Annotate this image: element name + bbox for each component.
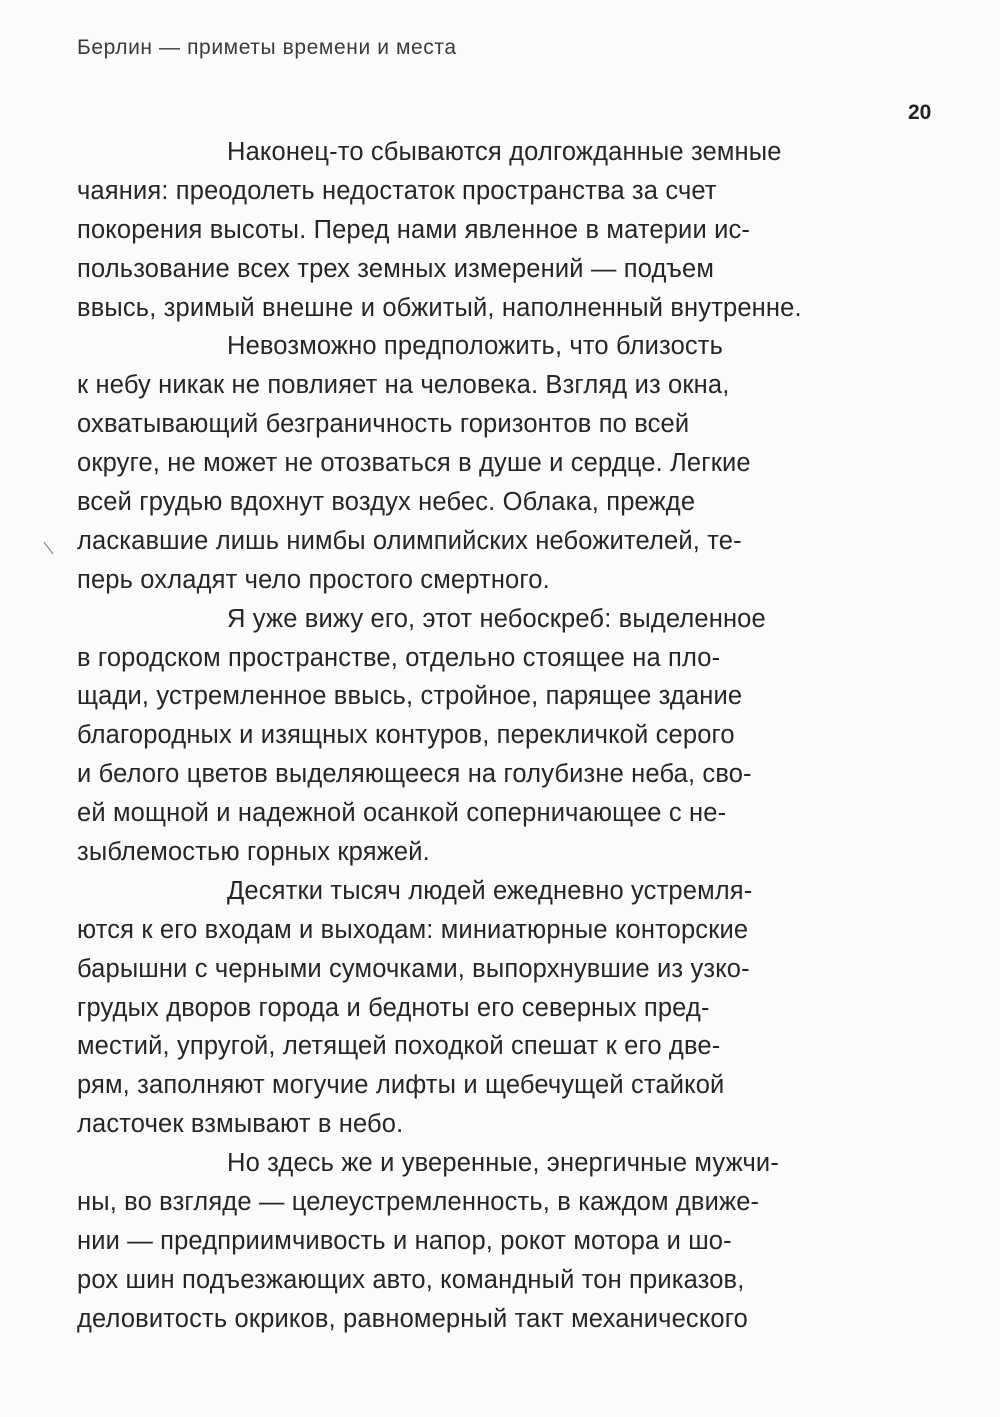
paragraph-first-line: Невозможно предположить, что близость: [227, 332, 724, 361]
text-line: ласточек взмывают в небо.: [77, 1110, 404, 1139]
text-line: ны, во взгляде — целеустремленность, в каждом движе-: [77, 1188, 760, 1217]
body-text: [77, 133, 957, 1339]
text-line: рям, заполняют могучие лифты и щебечущей стайкой: [77, 1071, 725, 1100]
text-line: барышни с черными сумочками, выпорхнувшие из узко-: [77, 954, 750, 983]
text-line: покорения высоты. Перед нами явленное в материи ис-: [77, 215, 751, 244]
running-title: Берлин — приметы времени и места: [77, 36, 457, 59]
text-line: пользование всех трех земных измерений — подъем: [77, 254, 715, 283]
text-line: охватывающий безграничность горизонтов по всей: [77, 410, 690, 439]
text-line: щади, устремленное ввысь, стройное, парящее здание: [77, 682, 743, 711]
text-line: деловитость окриков, равномерный такт механического: [77, 1304, 748, 1333]
text-line: округе, не может не отозваться в душе и сердце. Легкие: [77, 449, 751, 478]
text-line: благородных и изящных контуров, перекличкой серого: [77, 721, 735, 750]
paragraph-first-line: Но здесь же и уверенные, энергичные мужчи-: [227, 1149, 779, 1178]
margin-pencil-mark: [42, 540, 56, 556]
page-number: 20: [908, 101, 932, 124]
paragraph-first-line: Наконец-то сбываются долгожданные земные: [227, 138, 782, 166]
paragraph-first-line: Десятки тысяч людей ежедневно устремля-: [227, 876, 753, 905]
text-line: нии — предприимчивость и напор, рокот мотора и шо-: [77, 1226, 732, 1255]
text-line: рох шин подъезжающих авто, командный тон приказов,: [77, 1265, 745, 1294]
paragraph-first-line: Я уже вижу его, этот небоскреб: выделенное: [227, 604, 766, 633]
text-line: и белого цветов выделяющееся на голубизне неба, сво-: [77, 760, 752, 789]
text-line: ются к его входам и выходам: миниатюрные конторские: [77, 915, 749, 944]
text-line: грудых дворов города и бедноты его северных пред-: [77, 993, 710, 1022]
text-line: чаяния: преодолеть недостаток пространства за счет: [77, 176, 717, 205]
text-line: ей мощной и надежной осанкой соперничающее с не-: [77, 799, 727, 828]
text-line: всей грудью вдохнут воздух небес. Облака, прежде: [77, 488, 696, 517]
text-line: зыблемостью горных кряжей.: [77, 838, 430, 867]
text-line: местий, упругой, летящей походкой спешат к его две-: [77, 1032, 721, 1061]
text-line: ласкавшие лишь нимбы олимпийских небожителей, те-: [77, 526, 742, 555]
text-line: к небу никак не повлияет на человека. Взгляд из окна,: [77, 371, 730, 400]
text-line: в городском пространстве, отдельно стоящее на пло-: [77, 643, 721, 672]
text-line: перь охладят чело простого смертного.: [77, 565, 550, 594]
text-line: ввысь, зримый внешне и обжитый, наполненный внутренне.: [77, 293, 802, 322]
